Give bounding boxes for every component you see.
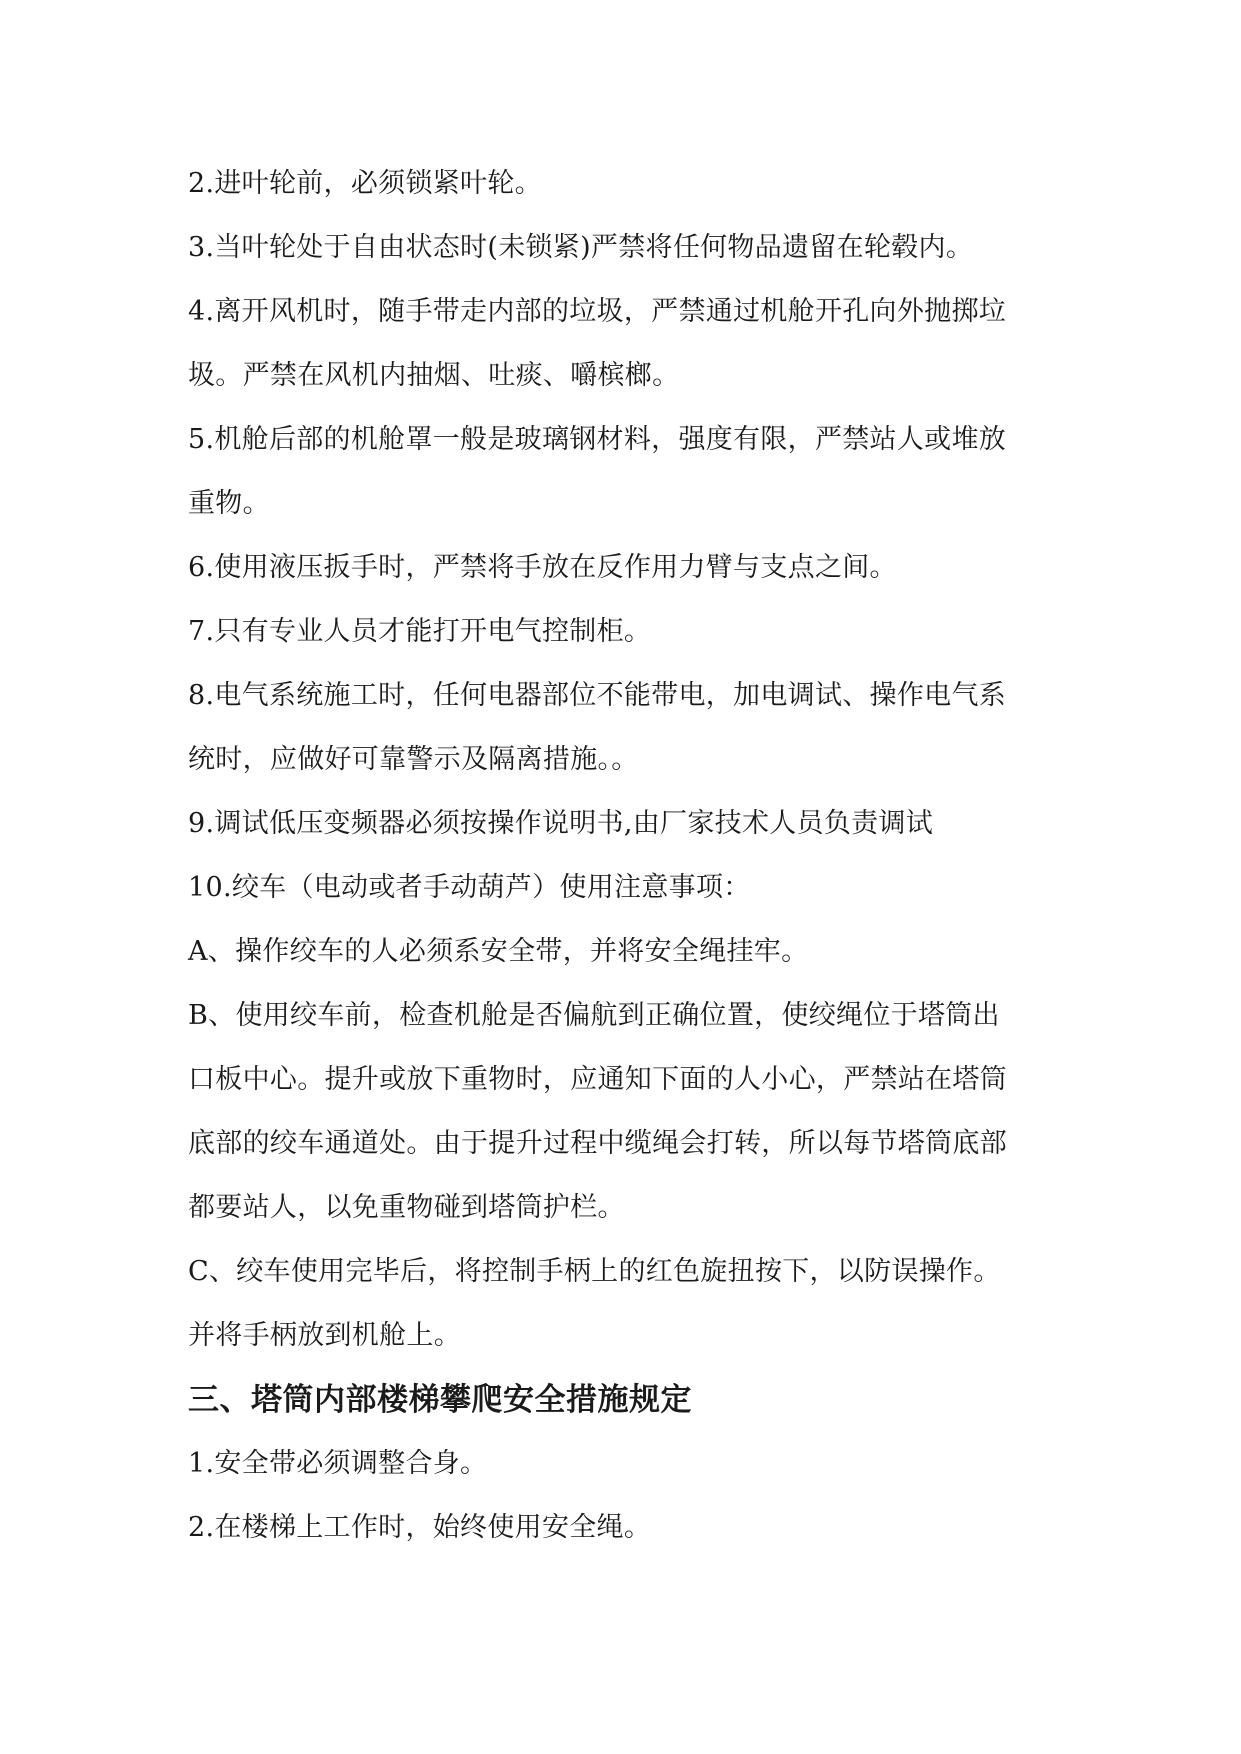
section-heading: 三、塔筒内部楼梯攀爬安全措施规定 (188, 1382, 692, 1418)
text-line: 7.只有专业人员才能打开电气控制柜。 (188, 616, 652, 647)
text-line: 统时，应做好可靠警示及隔离措施。。 (188, 744, 639, 775)
text-line: 6.使用液压扳手时，严禁将手放在反作用力臂与支点之间。 (188, 552, 897, 583)
text-line: 1.安全带必须调整合身。 (188, 1448, 488, 1479)
text-line: 底部的绞车通道处。由于提升过程中缆绳会打转，所以每节塔筒底部 (188, 1128, 1007, 1159)
document-body (188, 152, 1058, 1560)
text-line: 圾。严禁在风机内抽烟、吐痰、嚼槟榔。 (188, 360, 680, 391)
text-line: 9.调试低压变频器必须按操作说明书,由厂家技术人员负责调试 (188, 808, 934, 839)
text-line: B、使用绞车前，检查机舱是否偏航到正确位置，使绞绳位于塔筒出 (188, 1000, 1000, 1031)
text-line: 10.绞车（电动或者手动葫芦）使用注意事项： (188, 872, 751, 903)
text-line: 8.电气系统施工时，任何电器部位不能带电，加电调试、操作电气系 (188, 680, 1007, 711)
text-line: 5.机舱后部的机舱罩一般是玻璃钢材料，强度有限，严禁站人或堆放 (188, 424, 1007, 455)
text-line: C、绞车使用完毕后，将控制手柄上的红色旋扭按下，以防误操作。 (188, 1256, 1001, 1287)
text-line: 2.进叶轮前，必须锁紧叶轮。 (188, 168, 542, 199)
text-line: 3.当叶轮处于自由状态时(未锁紧)严禁将任何物品遗留在轮毂内。 (188, 232, 974, 263)
text-line: 都要站人，以免重物碰到塔筒护栏。 (188, 1192, 625, 1223)
text-line: 重物。 (188, 488, 270, 519)
text-line: 并将手柄放到机舱上。 (188, 1320, 461, 1351)
text-line: A、操作绞车的人必须系安全带，并将安全绳挂牢。 (188, 936, 809, 967)
text-line: 口板中心。提升或放下重物时，应通知下面的人小心，严禁站在塔筒 (188, 1064, 1007, 1095)
text-line: 2.在楼梯上工作时，始终使用安全绳。 (188, 1512, 652, 1543)
text-line: 4.离开风机时，随手带走内部的垃圾，严禁通过机舱开孔向外抛掷垃 (188, 296, 1007, 327)
